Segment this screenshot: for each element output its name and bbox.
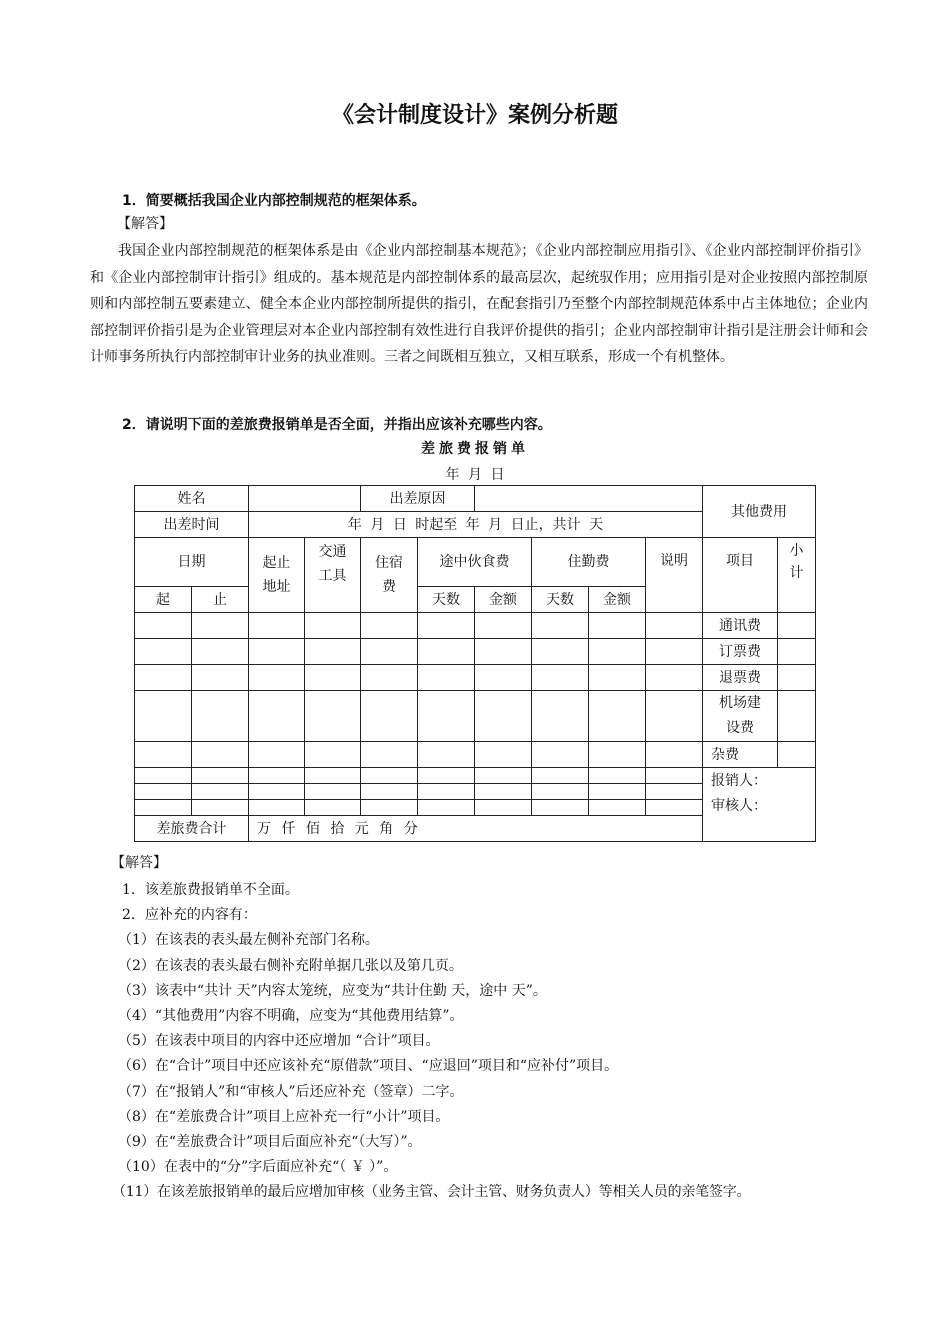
table-row <box>135 613 816 639</box>
list-item: （5）在该表中项目的内容中还应增加 “合计”项目。 <box>118 1033 440 1050</box>
total-units: 万 仟 佰 拾 元 角 分 <box>249 816 703 842</box>
table-row <box>135 665 816 691</box>
name-label: 姓名 <box>135 486 249 512</box>
form-date-line: 年 月 日 <box>445 467 505 483</box>
meal-label: 途中伙食费 <box>418 538 532 587</box>
list-item: （11）在该差旅报销单的最后应增加审核（业务主管、会计主管、财务负责人）等相关人员的亲笔签字。 <box>112 1184 751 1201</box>
time-label: 出差时间 <box>135 512 249 538</box>
answer-tag-1: 【解答】 <box>117 216 173 232</box>
note-label: 说明 <box>646 538 703 613</box>
reimburser-label: 报销人： <box>711 773 767 789</box>
document-title: 《会计制度设计》案例分析题 <box>331 103 618 128</box>
list-item: （8）在“差旅费合计”项目上应补充一行“小计”项目。 <box>118 1108 450 1125</box>
date-to-label: 止 <box>192 587 249 613</box>
meal-days-label: 天数 <box>418 587 475 613</box>
reviewer-label: 审核人： <box>711 798 767 814</box>
duty-days-label: 天数 <box>532 587 589 613</box>
list-item: （10）在表中的“分”字后面应补充“（ ￥ ）”。 <box>118 1159 398 1176</box>
question-1: 1．简要概括我国企业内部控制规范的框架体系。 <box>122 193 426 209</box>
table-row <box>135 639 816 665</box>
question-2: 2．请说明下面的差旅费报销单是否全面，并指出应该补充哪些内容。 <box>122 417 552 433</box>
duty-amount-label: 金额 <box>589 587 646 613</box>
reason-value <box>475 486 703 512</box>
date-from-label: 起 <box>135 587 192 613</box>
fee-item-misc: 杂费 <box>703 742 778 768</box>
fee-item-booking: 订票费 <box>703 639 778 665</box>
place-label: 起止地址 <box>262 555 291 595</box>
list-item: （1）在该表的表头最左侧补充部门名称。 <box>118 932 379 949</box>
total-label: 差旅费合计 <box>135 816 249 842</box>
duty-label: 住勤费 <box>532 538 646 587</box>
fee-item-telecom: 通讯费 <box>703 613 778 639</box>
date-label: 日期 <box>135 538 249 587</box>
fee-item-refund: 退票费 <box>703 665 778 691</box>
list-item: （4）“其他费用”内容不明确，应变为“其他费用结算”。 <box>118 1008 464 1025</box>
form-title: 差旅费报销单 <box>421 441 529 457</box>
list-item: （7）在“报销人”和“审核人”后还应补充（签章）二字。 <box>118 1083 464 1100</box>
time-value: 年 月 日 时起至 年 月 日止，共计 天 <box>249 512 703 538</box>
table-row <box>135 742 816 768</box>
name-value <box>249 486 361 512</box>
other-fee-label: 其他费用 <box>703 486 816 538</box>
list-item: （2）在该表的表头最右侧补充附单据几张以及第几页。 <box>118 957 463 974</box>
list-item: （6）在“合计”项目中还应该补充“原借款”项目、“应退回”项目和“应补付”项目。 <box>118 1058 619 1075</box>
answer-tag-2: 【解答】 <box>111 855 167 871</box>
travel-expense-form <box>134 485 816 842</box>
answer-2-list <box>112 878 751 1206</box>
meal-amount-label: 金额 <box>475 587 532 613</box>
table-row <box>135 691 816 742</box>
answer-1-paragraph: 我国企业内部控制规范的框架体系是由《企业内部控制基本规范》；《企业内部控制应用指引》、《企业内部控制评价指引》和《企业内部控制审计指引》组成的。基本规范是内部控制体系的最高层次，起统驭作用；应用指引是对企业按照内部控制原则和内部控制五要素建立、健全本企业内部控制所提供的指引，在配套指引乃至整个内部控制规范体系中占主体地位；企业内部控制评价指引是为企业管理层对本企业内部控制有效性进行自我评价提供的指引；企业内部控制审计指引是注册会计师和会计师事务所执行内部控制审计业务的执业准则。三者之间既相互独立，又相互联系，形成一个有机整体。 <box>90 243 868 365</box>
list-item: （3）该表中“共计 天”内容太笼统，应变为“共计住勤 天，途中 天”。 <box>118 982 547 999</box>
fee-item-airport: 机场建设费 <box>719 695 761 736</box>
list-item: 1．该差旅费报销单不全面。 <box>122 882 299 898</box>
item-label: 项目 <box>703 538 778 613</box>
list-item: 2．应补充的内容有： <box>122 907 257 924</box>
subtotal-label: 小计 <box>789 543 804 581</box>
reason-label: 出差原因 <box>361 486 475 512</box>
transport-label: 交通工具 <box>318 544 347 584</box>
table-row <box>135 768 816 784</box>
list-item: （9）在“差旅费合计”项目后面应补充“（大写）”。 <box>118 1134 422 1151</box>
lodging-label: 住宿费 <box>375 555 403 595</box>
